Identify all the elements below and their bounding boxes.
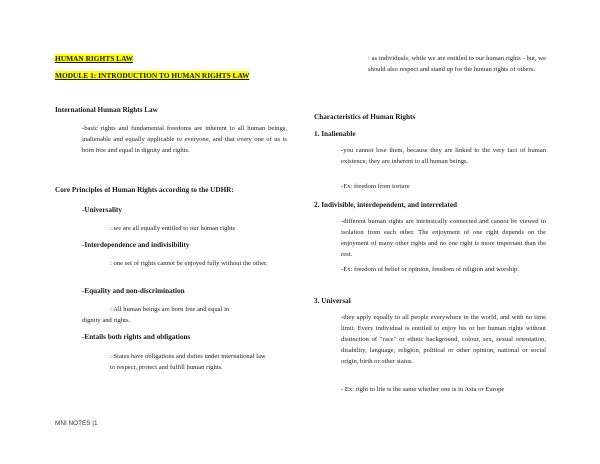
document-title: HUMAN RIGHTS LAW <box>55 54 134 63</box>
principle-equality-text: : All human beings are born free and equal in <box>110 306 230 313</box>
core-principles-heading: Core Principles of Human Rights according to the UDHR: <box>55 186 234 194</box>
inalienable-text: -you cannot lose them, because they are linked to the very fact of human existence, they are inherent to all human beings. <box>341 147 546 165</box>
intl-law-heading: International Human Rights Law <box>55 106 158 114</box>
principle-obligations-heading: -Entails both rights and obligations <box>82 333 191 341</box>
principle-equality-heading: -Equality and non-discrimination <box>82 287 185 295</box>
intl-law-paragraph: -basic rights and fundamental freedoms are inherent to all human beings, inalienable and equally applicable to everyone, and that every one of us is born free and equal in dignity and rights. <box>82 125 287 154</box>
principle-universality-heading: -Universality <box>82 206 122 214</box>
universal-example: - Ex: right to life is the same whether one is in Asia or Europe <box>341 386 505 393</box>
indivisible-heading: 2. Indivisible, interdependent, and interrelated <box>314 201 458 209</box>
indivisible-example: -Ex: freedom of belief or opinion, freedom of religion and worship. <box>341 266 519 273</box>
principle-universality-text: : we are all equally entitled to our human rights <box>110 225 236 232</box>
universal-heading: 3. Universal <box>314 297 351 305</box>
principle-obligations-text: : States have obligations and duties under international law to respect, protect and fulfill human rights. <box>110 353 266 371</box>
continuation-paragraph: : as individuals, while we are entitled to our human rights - but, we should also respect and stand up for the human rights of others. <box>368 55 546 73</box>
module-title: MODULE 1: INTRODUCTION TO HUMAN RIGHTS LAW <box>55 71 250 80</box>
principle-interdependence-heading: -Interdependence and indivisibility <box>82 241 190 249</box>
universal-text: -they apply equally to all people everywhere in the world, and with no time limit. Every individual is entitled to enjoy his or her human rights without distinction of "race" or ethnic background, colour, sex, sexual orientation, disability, language, religion, political or other opinion, national or social origin, birth or other status. <box>341 314 546 365</box>
inalienable-heading: 1. Inalienable <box>314 130 356 138</box>
indivisible-text: -different human rights are intrinsically connected and cannot be viewed in isolation from each other. The enjoyment of one right depends on the enjoyment of many other rights and no one right is more important than the rest. <box>341 218 546 258</box>
principle-interdependence-text: : one set of rights cannot be enjoyed fully without the other. <box>110 260 268 267</box>
footer-page-label: MNI NOTES |1 <box>55 420 98 427</box>
principle-equality-text-cont: dignity and rights. <box>82 317 131 324</box>
inalienable-example: -Ex: freedom from torture <box>341 183 410 190</box>
characteristics-heading: Characteristics of Human Rights <box>314 113 416 121</box>
